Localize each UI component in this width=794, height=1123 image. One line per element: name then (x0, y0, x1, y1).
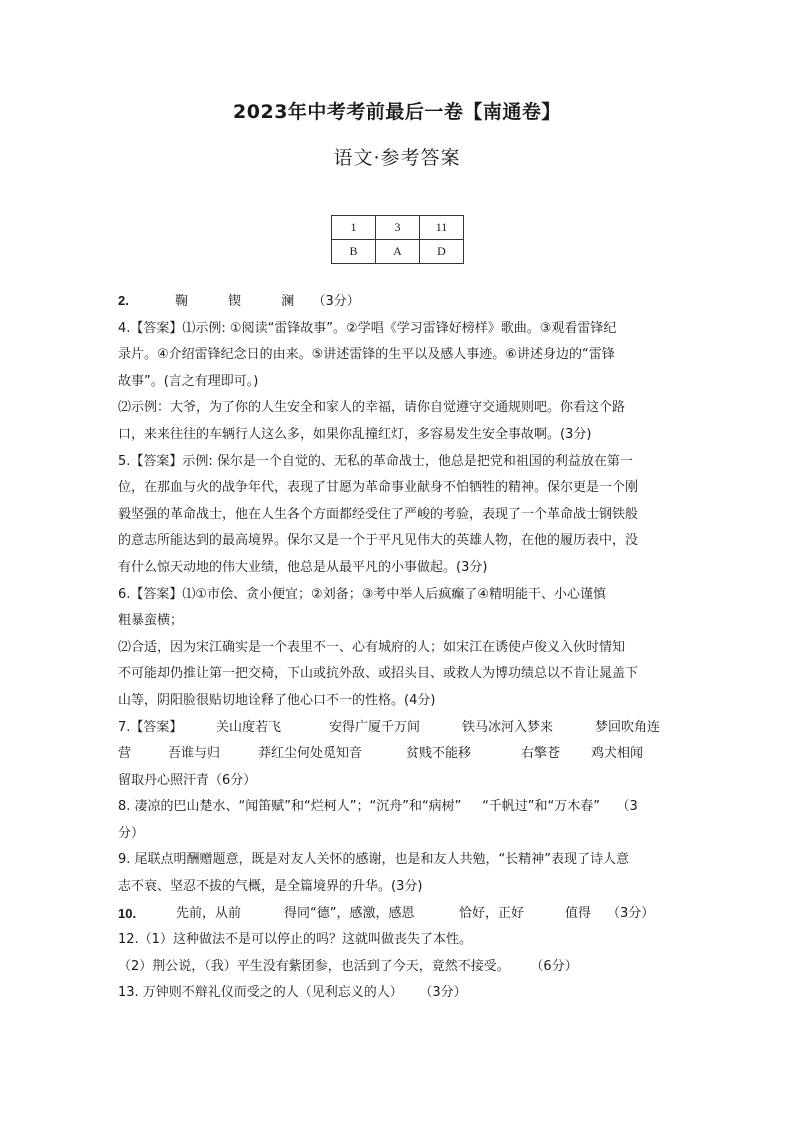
choice-answer-table (331, 215, 464, 264)
poem-line: 安得广厦千万间 (329, 719, 421, 735)
score-label: （3分） (607, 905, 655, 921)
answer-item: 值得 (565, 905, 592, 921)
question-5-line: 的意志所能达到的最高境界。保尔又是一个于平凡见伟大的英雄人物，在他的履历表中，没 (118, 533, 639, 549)
poem-line: 鸡犬相闻 (591, 746, 644, 762)
table-cell: A (376, 240, 420, 264)
poem-line: 铁马冰河入梦来 (462, 719, 554, 735)
table-cell: 1 (332, 216, 376, 240)
question-5-line: 有什么惊天动地的伟大业绩，他总是从最平凡的小事做起。(3分) (118, 559, 488, 575)
answer-char: 澜 (281, 294, 295, 309)
poem-line: 吾谁与归 (168, 746, 221, 762)
question-5-line: 毅坚强的革命战士，他在人生各个方面都经受住了严峻的考验，表现了一个革命战士钢铁般 (118, 506, 639, 522)
question-label: 7.【答案】 (118, 719, 183, 735)
question-6-line: 粗暴蛮横； (118, 613, 184, 629)
question-12-line: （2）荆公说，（我）平生没有紫团参，也活到了今天，竟然不接受。 （6分） (118, 958, 578, 974)
question-4-line: 4.【答案】⑴示例: ①阅读“雷锋故事”。②学唱《学习雷锋好榜样》歌曲。③观看雷锋纪 (118, 320, 617, 336)
question-6-line: 山等，阴阳脸很贴切地诠释了他心口不一的性格。(4分) (118, 692, 436, 708)
question-13-line: 13. 万钟则不辩礼仪而受之的人（见利忘义的人） （3分） (118, 985, 467, 1001)
question-6-line: 6.【答案】⑴①市侩、贪小便宜；②刘备；③考中举人后疯癫了④精明能干、小心谨慎 (118, 586, 607, 602)
poem-line: 营 (118, 746, 132, 762)
answer-body (118, 288, 678, 1007)
poem-line: 莽红尘何处觅知音 (258, 746, 363, 762)
answer-item: 得同“德”，感激，感恩 (284, 905, 415, 921)
table-row-question-numbers (332, 216, 464, 240)
document-title: 2023年中考考前最后一卷【南通卷】 (233, 101, 561, 123)
question-8-line: 分） (118, 825, 145, 841)
answer-char: 鞠 (174, 294, 188, 309)
question-2 (118, 288, 678, 316)
question-9-line: 9. 尾联点明酬赠题意，既是对友人关怀的感谢，也是和友人共勉，“长精神”表现了诗人意 (118, 852, 630, 868)
document-subtitle: 语文·参考答案 (333, 147, 461, 169)
question-6-line: ⑵合适，因为宋江确实是一个表里不一、心有城府的人；如宋江在诱使卢俊义入伙时情知 (118, 639, 626, 655)
answer-item: 先前，从前 (176, 905, 242, 921)
question-10-row (118, 901, 678, 928)
table-row-answers (332, 240, 464, 264)
table-cell: D (420, 240, 464, 264)
question-7-row (118, 715, 678, 742)
score-label: （3分） (312, 294, 360, 309)
question-5-line: 位，在那血与火的战争年代，表现了甘愿为革命事业献身不怕牺牲的精神。保尔更是一个刚 (118, 480, 639, 496)
question-8-line: 8. 凄凉的巴山楚水、“闻笛赋”和“烂柯人”；“沉舟”和“病树” “千帆过”和“万木春” （3 (118, 799, 638, 815)
question-7-row (118, 741, 678, 768)
poem-line: 关山度若飞 (216, 719, 282, 735)
poem-line: 梦回吹角连 (595, 719, 661, 735)
question-4-line: 故事”。(言之有理即可。) (118, 373, 259, 389)
question-7-line: 留取丹心照汗青（6分） (118, 772, 257, 788)
table-cell: 3 (376, 216, 420, 240)
question-6-line: 不可能却仍推让第一把交椅，下山或抗外敌、或招头目、或救人为博功绩总以不肯让晁盖下 (118, 666, 639, 682)
table-cell: 11 (420, 216, 464, 240)
answer-char: 锲 (228, 294, 242, 309)
question-number: 10. (118, 905, 137, 921)
table-cell: B (332, 240, 376, 264)
question-4-line: 口，来来往往的车辆行人这么多，如果你乱撞红灯，多容易发生安全事故啊。(3分) (118, 426, 592, 442)
poem-line: 右擎苍 (521, 746, 561, 762)
poem-line: 贫贱不能移 (406, 746, 472, 762)
question-5-line: 5.【答案】示例: 保尔是一个自觉的、无私的革命战士，他总是把党和祖国的利益放在第一 (118, 453, 633, 469)
question-9-line: 志不衰、坚忍不拔的气概，是全篇境界的升华。(3分) (118, 879, 423, 895)
question-4-line: ⑵示例：大爷，为了你的人生安全和家人的幸福，请你自觉遵守交通规则吧。你看这个路 (118, 400, 626, 416)
question-4-line: 录片。④介绍雷锋纪念日的由来。⑤讲述雷锋的生平以及感人事迹。⑥讲述身边的“雷锋 (118, 347, 615, 363)
answer-item: 恰好，正好 (459, 905, 525, 921)
question-12-line: 12.（1）这种做法不是可以停止的吗？这就叫做丧失了本性。 (118, 932, 472, 948)
question-number: 2. (118, 293, 129, 308)
